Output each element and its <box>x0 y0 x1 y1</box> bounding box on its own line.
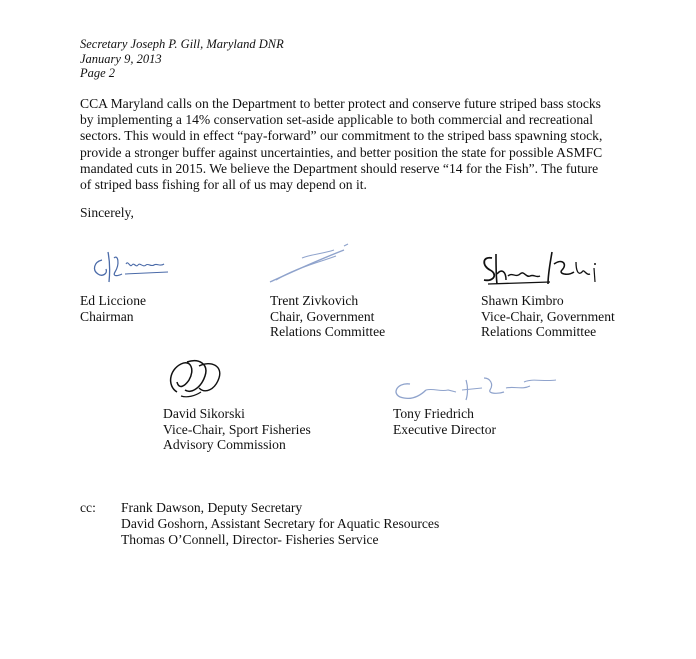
cc-recipient: David Goshorn, Assistant Secretary for Aquatic Resources <box>121 515 440 531</box>
signature-trent-zivkovich <box>262 238 362 290</box>
signatory-title: Relations Committee <box>481 324 597 340</box>
signatory-name: David Sikorski <box>163 406 245 421</box>
cc-recipient: Frank Dawson, Deputy Secretary <box>121 500 303 515</box>
signatory-trent-zivkovich <box>270 293 385 340</box>
signatory-tony-friedrich <box>393 406 496 437</box>
signatory-name: Ed Liccione <box>80 293 147 308</box>
body-line: CCA Maryland calls on the Department to better protect and conserve future striped bass stocks <box>80 96 601 111</box>
body-line: mandated cuts in 2015. We believe the Department should reserve “14 for the Fish”. The future <box>80 160 599 176</box>
header-date: January 9, 2013 <box>80 51 162 66</box>
signatory-title: Chair, Government <box>270 308 375 324</box>
signature-shawn-kimbro <box>478 246 602 292</box>
header-page-number: Page 2 <box>80 66 116 80</box>
body-line: sectors. This would in effect “pay-forward” our commitment to the striped bass spawning stock, <box>80 128 603 144</box>
signatory-ed-liccione <box>80 293 146 324</box>
signatory-title: Vice-Chair, Sport Fisheries <box>163 421 311 437</box>
signature-ed-liccione <box>88 238 178 288</box>
body-paragraph <box>80 96 660 193</box>
body-line: by implementing a 14% conservation set-aside applicable to both commercial and recreational <box>80 112 593 128</box>
header-recipient: Secretary Joseph P. Gill, Maryland DNR <box>80 37 284 51</box>
closing-salutation: Sincerely, <box>80 205 134 220</box>
signatory-title: Chairman <box>80 308 134 324</box>
signatory-title: Advisory Commission <box>163 437 286 453</box>
letter-header <box>80 37 284 81</box>
cc-label: cc: <box>80 500 96 515</box>
signatory-shawn-kimbro <box>481 293 615 340</box>
body-line: provide a stronger buffer against uncertainties, and better position the state for possible ASMFC <box>80 144 603 160</box>
signature-david-sikorski <box>165 352 229 404</box>
signature-tony-friedrich <box>386 370 560 406</box>
body-line: of striped bass fishing for all of us may depend on it. <box>80 177 367 193</box>
signatory-name: Trent Zivkovich <box>270 293 359 308</box>
cc-recipient-list <box>121 500 439 547</box>
signatory-name: Tony Friedrich <box>393 406 474 421</box>
signatory-david-sikorski <box>163 406 311 453</box>
signatory-title: Vice-Chair, Government <box>481 308 615 324</box>
signatory-title: Relations Committee <box>270 324 386 340</box>
signatory-title: Executive Director <box>393 421 497 437</box>
signatory-name: Shawn Kimbro <box>481 293 564 308</box>
cc-recipient: Thomas O’Connell, Director- Fisheries Service <box>121 531 379 547</box>
